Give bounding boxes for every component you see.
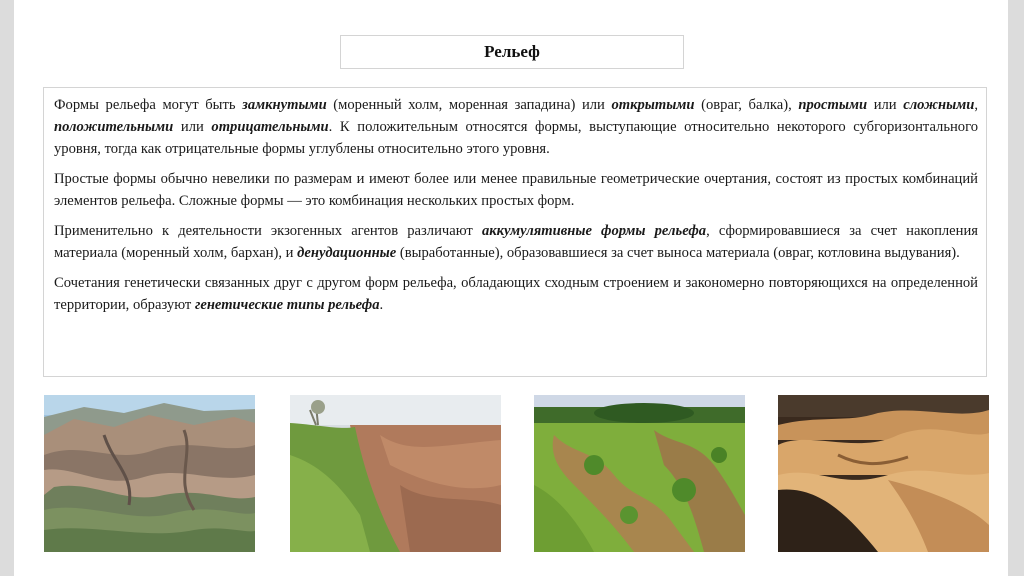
term-emphasis: денудационные: [297, 245, 397, 261]
term-emphasis: отрицательными: [211, 119, 329, 135]
slide-title: [340, 35, 684, 69]
paragraph-text: (овраг, балка),: [694, 97, 799, 113]
slide-title-text: Рельеф: [484, 42, 540, 61]
paragraph-text: .: [379, 297, 384, 313]
term-emphasis: аккумулятивные формы рельефа: [481, 223, 707, 239]
paragraph-text: Формы рельефа могут быть: [54, 97, 243, 113]
term-emphasis: положительными: [54, 119, 174, 135]
viewer-left-edge: [0, 0, 14, 576]
term-emphasis: замкнутыми: [242, 97, 327, 113]
paragraph-2: [54, 168, 978, 212]
paragraph-text: Применительно к деятельности экзогенных агентов различают: [54, 223, 482, 239]
paragraph-text: ,: [974, 97, 979, 113]
paragraph-text: Сочетания генетически связанных друг с другом форм рельефа, обладающих сходным строением и закономерно повторяющихся на определенной территории, образуют: [54, 275, 978, 313]
paragraph-text: (моренный холм, моренная западина) или: [326, 97, 612, 113]
eroded-ravine-photo: [290, 395, 501, 552]
paragraph-3: [54, 220, 978, 264]
term-emphasis: открытыми: [611, 97, 695, 113]
paragraph-text: . К положительным относятся формы, выступающие относительно некоторого субгоризонтального уровня, тогда как отрицательные формы углублены относительно этого уровня.: [54, 119, 979, 157]
sand-dunes-photo: [778, 395, 989, 552]
paragraph-text: или: [867, 97, 904, 113]
paragraph-text: или: [173, 119, 212, 135]
paragraph-4: [54, 272, 978, 316]
green-gully-photo: [534, 395, 745, 552]
paragraph-text: Простые формы обычно невелики по размерам и имеют более или менее правильные геометрические очертания, состоят из простых комбинаций элементов рельефа. Сложные формы — это комбинация нескольких простых форм.: [54, 171, 978, 209]
term-emphasis: сложными: [903, 97, 975, 113]
slide: [14, 0, 1008, 576]
term-emphasis: простыми: [798, 97, 868, 113]
viewer-right-edge: [1008, 0, 1024, 576]
colorful-mountains-photo: [44, 395, 255, 552]
term-emphasis: генетические типы рельефа: [194, 297, 380, 313]
paragraph-text: , сформировавшиеся за счет накопления материала (моренный холм, бархан), и: [54, 223, 978, 261]
slide-text-box: [43, 87, 987, 377]
paragraph-1: [54, 94, 978, 160]
paragraph-text: (выработанные), образовавшиеся за счет выноса материала (овраг, котловина выдувания).: [396, 245, 960, 261]
